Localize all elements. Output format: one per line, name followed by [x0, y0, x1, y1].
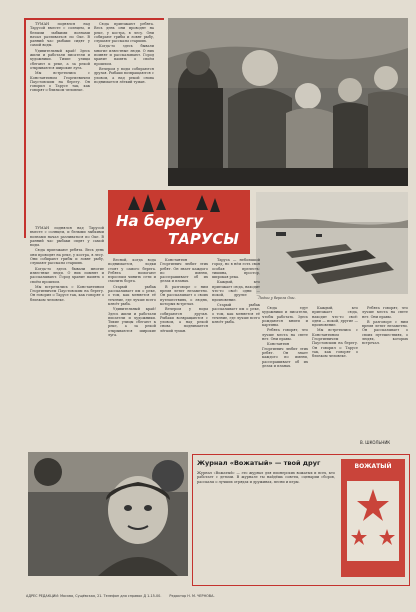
paragraph: Вечером у воды собираются друзья. Рыбаки возвращаются с уловом, а над рекой снова поднимается лёгкий туман. — [94, 66, 154, 84]
red-rule — [24, 18, 26, 238]
paragraph: Ребята говорят, что лучше места на свете нет. Они правы. — [262, 328, 308, 342]
paragraph: Ребята говорят, что лучше места на свете нет. Они правы. — [362, 306, 408, 319]
journal-body: Журнал «Вожатый» — это журнал для пионерских вожатых и всех, кто работает с детьми. В журнале ты найдёшь советы, сценарии сборов, рассказы о лучших отрядах и дружинах, песни и игры. — [197, 471, 335, 484]
paragraph: Мы встретились с Константином Георгиевичем Паустовским на берегу. Он говорил о Тарусе так, как говорят о близком человеке. — [312, 328, 358, 359]
paragraph: Когда-то здесь бывали многие известные люди. О них помнят и рассказывают. Город хранит память о своём прошлом. — [94, 44, 154, 66]
paragraph: Сюда приезжают ребята. Весь день они проводят на реке, у костра, в лесу. Они собирают грибы и ловят рыбу, слушают рассказы старших. — [30, 248, 104, 266]
journal-ad — [192, 454, 410, 586]
paragraph: Мы встретились с Константином Георгиевичем Паустовским на берегу. Он говорил о Тарусе так, как говорят о близком человеке. — [30, 284, 104, 302]
journal-cover — [341, 459, 405, 577]
paragraph: В разговоре с ним время летит незаметно. Он рассказывает о своих путешествиях, о людях, которых встречал. — [160, 284, 208, 306]
paragraph: Каждый, кто приезжает сюда, находит что-то своё: одни — покой, другие — вдохновение. — [312, 306, 358, 328]
paragraph: Константин Георгиевич любит этих ребят. Он знает каждого по имени, расспрашивает об их делах и планах. — [160, 258, 208, 284]
photo-boy — [28, 452, 188, 576]
text-column-left-lower — [30, 226, 104, 446]
paragraph: Старый рыбак рассказывает им о реке, о том, как меняется её течение, где лучше всего клюёт рыба. — [108, 284, 156, 306]
author-signature: В. ШКОЛЬНИК — [360, 440, 391, 445]
paragraph: Каждый, кто приезжает сюда, находит что-то своё: одни — покой, другие — вдохновение. — [212, 280, 260, 302]
caption-boats: Лодки у берега Оки. — [258, 296, 296, 300]
journal-cover-title: ВОЖАТЫЙ — [354, 463, 392, 470]
text-column-2 — [108, 258, 156, 448]
paragraph: ТУМАН поднялся над Тарусой вместе с солнцем, и белыми зыбкими волнами начал разливаться по Оке. В ранний час рыбаки сидят у самой воды. — [30, 22, 90, 48]
text-column-1a — [30, 22, 90, 222]
paragraph: Весной, когда вода поднимается, лодки стоят у самого берега. Ребята помогают взрослым чинить сети и смолить борта. — [108, 258, 156, 284]
footer-address: АДРЕС РЕДАКЦИИ: Москва, Сущёвская, 21. Телефон для справок Д 1-15-00. — [26, 593, 162, 598]
paragraph: Таруса — небольшой город, но в нём есть своя особая прелесть: тишина, простор, широкая река. — [212, 258, 260, 280]
paragraph: Константин Георгиевич любит этих ребят. Он знает каждого по имени, расспрашивает об их делах и планах. — [262, 342, 308, 368]
text-column-1b — [94, 22, 154, 192]
footer — [26, 592, 408, 599]
boy-illustration — [28, 452, 188, 576]
text-column-4 — [212, 258, 260, 448]
paragraph: Сюда едут художники и писатели, чтобы работать. Здесь рождаются книги и картины. — [262, 306, 308, 328]
journal-title: Журнал «Вожатый» — твой друг — [197, 459, 321, 467]
headline-line-2: ТАРУСЫ — [168, 230, 239, 248]
paragraph: Мы встретились с Константином Георгиевичем Паустовским на берегу. Он говорил о Тарусе так, как говорят о близком человеке. — [30, 71, 90, 93]
paragraph: Удивительный край! Здесь жили и работали писатели и художники. Тихие улицы сбегают к реке, а за рекой открываются широкие луга. — [30, 48, 90, 70]
text-column-3 — [160, 258, 208, 448]
boats-illustration — [256, 192, 408, 294]
text-column-6 — [312, 306, 358, 448]
paragraph: ТУМАН поднялся над Тарусой вместе с солнцем, и белыми зыбкими волнами начал разливаться по Оке. В ранний час рыбаки сидят у самой воды. — [30, 226, 104, 248]
footer-editor: Редактор Н. М. ЧЕРНОВА. — [169, 593, 215, 598]
red-rule — [24, 18, 164, 20]
photo-paustovsky-with-children — [168, 18, 408, 186]
photo-illustration — [168, 18, 408, 186]
paragraph: Старый рыбак рассказывает им о реке, о том, как меняется её течение, где лучше всего клюёт рыба. — [212, 302, 260, 325]
headline-line-1: На берегу — [116, 212, 204, 230]
photo-boats — [256, 192, 408, 294]
paragraph: Удивительный край! Здесь жили и работали писатели и художники. Тихие улицы сбегают к реке, а за рекой открываются широкие луга. — [108, 307, 156, 338]
text-column-5 — [262, 306, 308, 448]
paragraph: Вечером у воды собираются друзья. Рыбаки возвращаются с уловом, а над рекой снова поднимается лёгкий туман. — [160, 307, 208, 333]
headline-block — [108, 190, 250, 254]
paragraph: В разговоре с ним время летит незаметно. Он рассказывает о своих путешествиях, о людях, которых встречал. — [362, 319, 408, 346]
text-column-7 — [362, 306, 408, 436]
paragraph: Когда-то здесь бывали многие известные люди. О них помнят и рассказывают. Город хранит память о своём прошлом. — [30, 266, 104, 284]
paragraph: Сюда приезжают ребята. Весь день они проводят на реке, у костра, в лесу. Они собирают грибы и ловят рыбу, слушают рассказы старших. — [94, 22, 154, 44]
cover-illustration — [341, 475, 405, 575]
